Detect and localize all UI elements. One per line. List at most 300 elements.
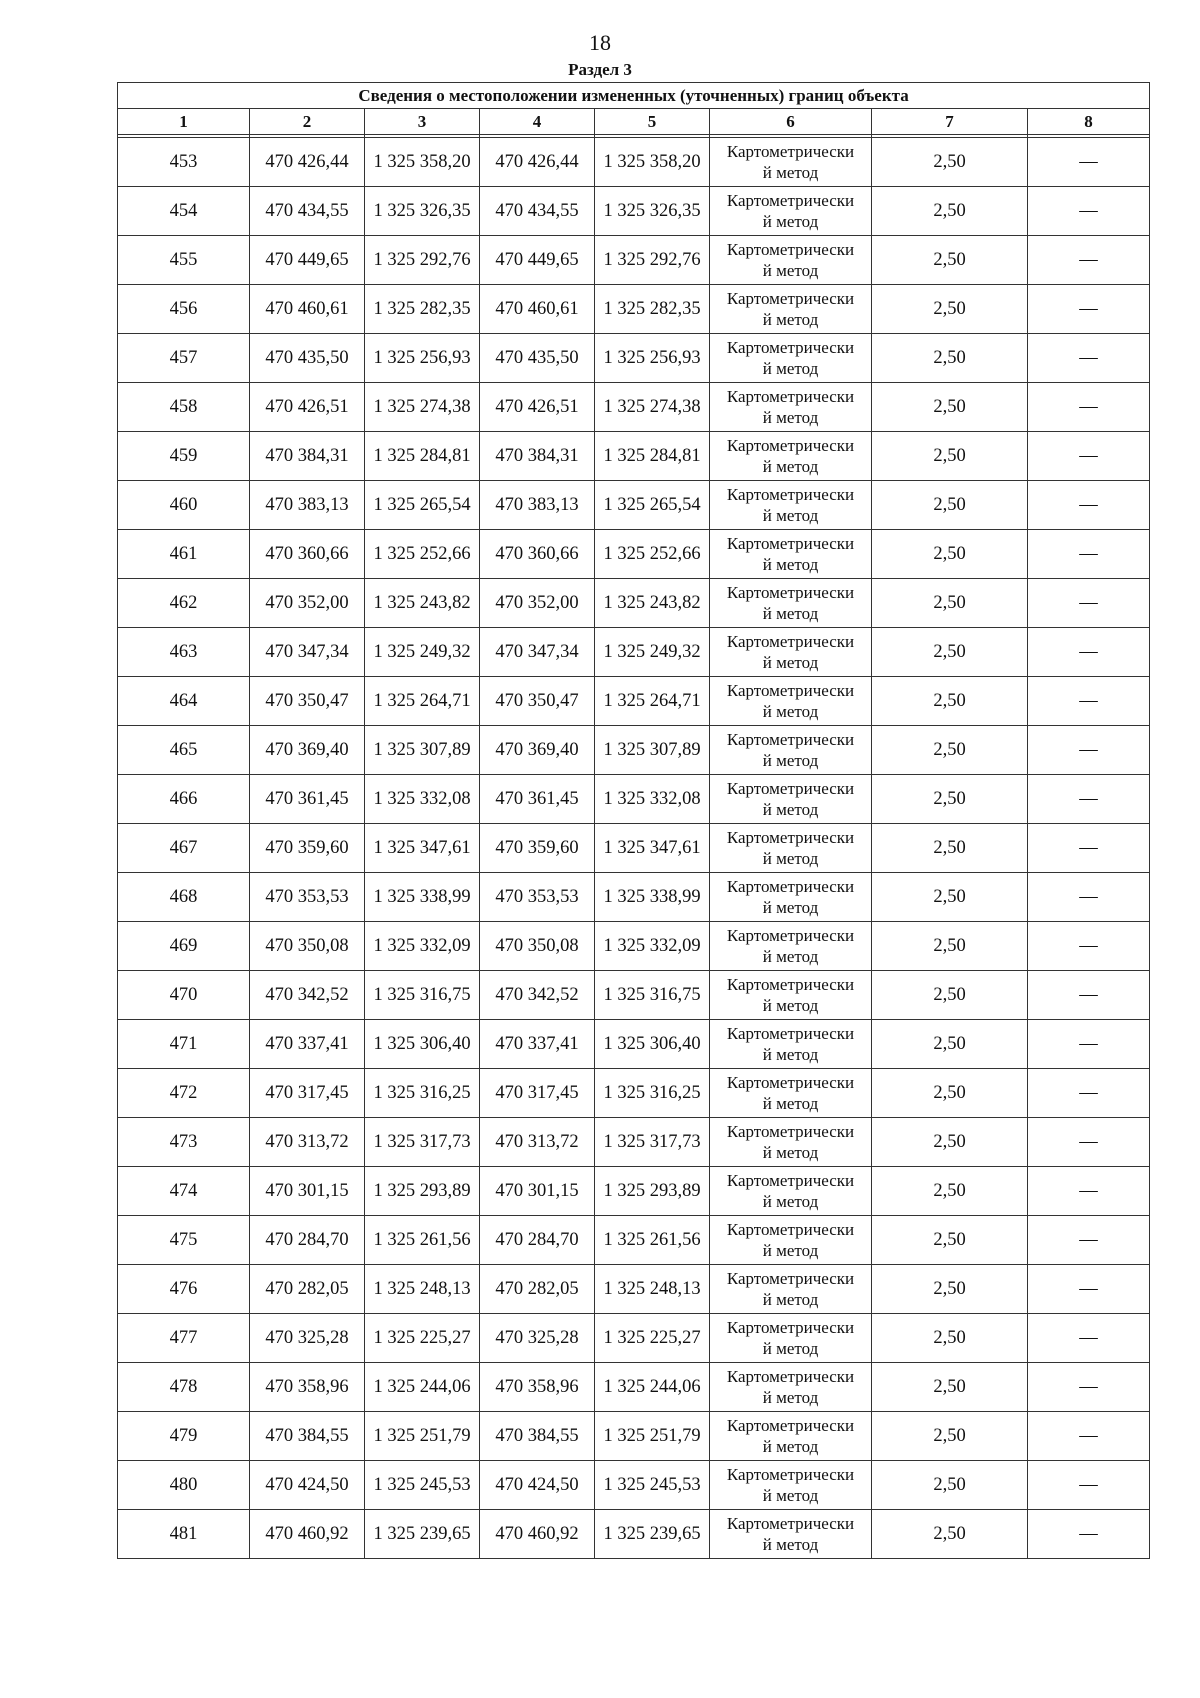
method-cell xyxy=(710,1461,872,1510)
description-cell: — xyxy=(1028,1510,1150,1559)
description-cell: — xyxy=(1028,1363,1150,1412)
new-y-cell: 1 325 245,53 xyxy=(595,1461,710,1510)
existing-y-cell: 1 325 239,65 xyxy=(365,1510,480,1559)
method-line-2: й метод xyxy=(762,1045,819,1064)
method-line-2: й метод xyxy=(762,1486,819,1505)
point-number-cell: 453 xyxy=(118,138,250,187)
table-caption: Сведения о местоположении измененных (уточненных) границ объекта xyxy=(118,83,1150,109)
new-x-cell: 470 301,15 xyxy=(480,1167,595,1216)
point-number-cell: 464 xyxy=(118,677,250,726)
accuracy-cell: 2,50 xyxy=(872,775,1028,824)
accuracy-cell: 2,50 xyxy=(872,187,1028,236)
existing-y-cell: 1 325 265,54 xyxy=(365,481,480,530)
new-x-cell: 470 369,40 xyxy=(480,726,595,775)
description-cell: — xyxy=(1028,726,1150,775)
point-number-cell: 478 xyxy=(118,1363,250,1412)
new-y-cell: 1 325 316,25 xyxy=(595,1069,710,1118)
existing-y-cell: 1 325 332,08 xyxy=(365,775,480,824)
point-number-cell: 463 xyxy=(118,628,250,677)
existing-x-cell: 470 284,70 xyxy=(250,1216,365,1265)
method-cell xyxy=(710,726,872,775)
method-line-2: й метод xyxy=(762,310,819,329)
method-cell xyxy=(710,334,872,383)
accuracy-cell: 2,50 xyxy=(872,824,1028,873)
new-x-cell: 470 284,70 xyxy=(480,1216,595,1265)
method-cell xyxy=(710,1167,872,1216)
existing-x-cell: 470 353,53 xyxy=(250,873,365,922)
existing-y-cell: 1 325 225,27 xyxy=(365,1314,480,1363)
table-row xyxy=(118,726,1150,775)
method-line-1: Картометрически xyxy=(726,1269,855,1288)
existing-y-cell: 1 325 256,93 xyxy=(365,334,480,383)
accuracy-cell: 2,50 xyxy=(872,726,1028,775)
method-line-2: й метод xyxy=(762,1192,819,1211)
existing-y-cell: 1 325 243,82 xyxy=(365,579,480,628)
existing-x-cell: 470 435,50 xyxy=(250,334,365,383)
table-row xyxy=(118,873,1150,922)
new-x-cell: 470 313,72 xyxy=(480,1118,595,1167)
method-cell xyxy=(710,775,872,824)
existing-y-cell: 1 325 293,89 xyxy=(365,1167,480,1216)
accuracy-cell: 2,50 xyxy=(872,1020,1028,1069)
method-cell xyxy=(710,677,872,726)
table-row xyxy=(118,1020,1150,1069)
method-line-2: й метод xyxy=(762,457,819,476)
existing-y-cell: 1 325 264,71 xyxy=(365,677,480,726)
method-cell xyxy=(710,824,872,873)
new-x-cell: 470 360,66 xyxy=(480,530,595,579)
existing-y-cell: 1 325 306,40 xyxy=(365,1020,480,1069)
method-line-2: й метод xyxy=(762,1535,819,1554)
new-y-cell: 1 325 306,40 xyxy=(595,1020,710,1069)
table-row xyxy=(118,236,1150,285)
method-cell xyxy=(710,922,872,971)
new-x-cell: 470 347,34 xyxy=(480,628,595,677)
existing-y-cell: 1 325 261,56 xyxy=(365,1216,480,1265)
existing-y-cell: 1 325 245,53 xyxy=(365,1461,480,1510)
method-line-2: й метод xyxy=(762,1437,819,1456)
accuracy-cell: 2,50 xyxy=(872,873,1028,922)
point-number-cell: 465 xyxy=(118,726,250,775)
existing-y-cell: 1 325 292,76 xyxy=(365,236,480,285)
method-cell xyxy=(710,530,872,579)
method-cell xyxy=(710,236,872,285)
existing-y-cell: 1 325 244,06 xyxy=(365,1363,480,1412)
new-x-cell: 470 384,55 xyxy=(480,1412,595,1461)
method-line-1: Картометрически xyxy=(726,338,855,357)
method-line-1: Картометрически xyxy=(726,387,855,406)
description-cell: — xyxy=(1028,383,1150,432)
new-x-cell: 470 350,08 xyxy=(480,922,595,971)
method-line-1: Картометрически xyxy=(726,289,855,308)
method-cell xyxy=(710,1020,872,1069)
method-cell xyxy=(710,432,872,481)
new-y-cell: 1 325 274,38 xyxy=(595,383,710,432)
description-cell: — xyxy=(1028,432,1150,481)
new-y-cell: 1 325 358,20 xyxy=(595,138,710,187)
new-y-cell: 1 325 244,06 xyxy=(595,1363,710,1412)
accuracy-cell: 2,50 xyxy=(872,1412,1028,1461)
existing-x-cell: 470 384,31 xyxy=(250,432,365,481)
description-cell: — xyxy=(1028,1461,1150,1510)
existing-y-cell: 1 325 316,75 xyxy=(365,971,480,1020)
point-number-cell: 473 xyxy=(118,1118,250,1167)
accuracy-cell: 2,50 xyxy=(872,677,1028,726)
existing-x-cell: 470 313,72 xyxy=(250,1118,365,1167)
point-number-cell: 469 xyxy=(118,922,250,971)
existing-y-cell: 1 325 332,09 xyxy=(365,922,480,971)
accuracy-cell: 2,50 xyxy=(872,1216,1028,1265)
column-number: 8 xyxy=(1028,109,1150,135)
existing-x-cell: 470 460,92 xyxy=(250,1510,365,1559)
table-row xyxy=(118,775,1150,824)
description-cell: — xyxy=(1028,1314,1150,1363)
accuracy-cell: 2,50 xyxy=(872,530,1028,579)
method-line-1: Картометрически xyxy=(726,1220,855,1239)
new-y-cell: 1 325 252,66 xyxy=(595,530,710,579)
new-x-cell: 470 317,45 xyxy=(480,1069,595,1118)
new-x-cell: 470 359,60 xyxy=(480,824,595,873)
method-cell xyxy=(710,285,872,334)
new-y-cell: 1 325 256,93 xyxy=(595,334,710,383)
new-y-cell: 1 325 282,35 xyxy=(595,285,710,334)
description-cell: — xyxy=(1028,138,1150,187)
point-number-cell: 475 xyxy=(118,1216,250,1265)
table-row xyxy=(118,922,1150,971)
accuracy-cell: 2,50 xyxy=(872,1461,1028,1510)
table-row xyxy=(118,1118,1150,1167)
existing-x-cell: 470 369,40 xyxy=(250,726,365,775)
new-x-cell: 470 424,50 xyxy=(480,1461,595,1510)
method-line-2: й метод xyxy=(762,702,819,721)
accuracy-cell: 2,50 xyxy=(872,971,1028,1020)
new-x-cell: 470 361,45 xyxy=(480,775,595,824)
new-x-cell: 470 383,13 xyxy=(480,481,595,530)
existing-x-cell: 470 449,65 xyxy=(250,236,365,285)
table-row xyxy=(118,971,1150,1020)
point-number-cell: 481 xyxy=(118,1510,250,1559)
existing-x-cell: 470 359,60 xyxy=(250,824,365,873)
description-cell: — xyxy=(1028,334,1150,383)
column-number-row xyxy=(118,109,1150,135)
method-cell xyxy=(710,1216,872,1265)
description-cell: — xyxy=(1028,187,1150,236)
existing-x-cell: 470 325,28 xyxy=(250,1314,365,1363)
method-cell xyxy=(710,1412,872,1461)
point-number-cell: 461 xyxy=(118,530,250,579)
point-number-cell: 458 xyxy=(118,383,250,432)
point-number-cell: 459 xyxy=(118,432,250,481)
method-cell xyxy=(710,971,872,1020)
table-row xyxy=(118,579,1150,628)
method-line-2: й метод xyxy=(762,947,819,966)
point-number-cell: 468 xyxy=(118,873,250,922)
table-row xyxy=(118,677,1150,726)
new-y-cell: 1 325 317,73 xyxy=(595,1118,710,1167)
table-row xyxy=(118,1510,1150,1559)
existing-y-cell: 1 325 307,89 xyxy=(365,726,480,775)
existing-y-cell: 1 325 317,73 xyxy=(365,1118,480,1167)
new-x-cell: 470 350,47 xyxy=(480,677,595,726)
existing-x-cell: 470 350,47 xyxy=(250,677,365,726)
existing-y-cell: 1 325 251,79 xyxy=(365,1412,480,1461)
method-line-1: Картометрически xyxy=(726,975,855,994)
existing-x-cell: 470 426,51 xyxy=(250,383,365,432)
method-cell xyxy=(710,1265,872,1314)
new-x-cell: 470 358,96 xyxy=(480,1363,595,1412)
section-title: Раздел 3 xyxy=(568,60,632,79)
existing-x-cell: 470 384,55 xyxy=(250,1412,365,1461)
method-line-1: Картометрически xyxy=(726,1024,855,1043)
new-x-cell: 470 337,41 xyxy=(480,1020,595,1069)
new-y-cell: 1 325 251,79 xyxy=(595,1412,710,1461)
accuracy-cell: 2,50 xyxy=(872,1265,1028,1314)
table-row xyxy=(118,285,1150,334)
new-x-cell: 470 282,05 xyxy=(480,1265,595,1314)
column-number: 2 xyxy=(250,109,365,135)
new-y-cell: 1 325 284,81 xyxy=(595,432,710,481)
point-number-cell: 467 xyxy=(118,824,250,873)
point-number-cell: 455 xyxy=(118,236,250,285)
method-line-2: й метод xyxy=(762,849,819,868)
point-number-cell: 470 xyxy=(118,971,250,1020)
accuracy-cell: 2,50 xyxy=(872,628,1028,677)
new-y-cell: 1 325 243,82 xyxy=(595,579,710,628)
column-number: 6 xyxy=(710,109,872,135)
new-y-cell: 1 325 307,89 xyxy=(595,726,710,775)
point-number-cell: 476 xyxy=(118,1265,250,1314)
table-row xyxy=(118,1069,1150,1118)
point-number-cell: 466 xyxy=(118,775,250,824)
method-line-1: Картометрически xyxy=(726,583,855,602)
new-y-cell: 1 325 261,56 xyxy=(595,1216,710,1265)
method-cell xyxy=(710,1069,872,1118)
method-cell xyxy=(710,138,872,187)
method-cell xyxy=(710,1510,872,1559)
new-x-cell: 470 426,44 xyxy=(480,138,595,187)
point-number-cell: 471 xyxy=(118,1020,250,1069)
method-line-2: й метод xyxy=(762,212,819,231)
new-y-cell: 1 325 332,08 xyxy=(595,775,710,824)
method-line-2: й метод xyxy=(762,898,819,917)
new-y-cell: 1 325 316,75 xyxy=(595,971,710,1020)
point-number-cell: 474 xyxy=(118,1167,250,1216)
description-cell: — xyxy=(1028,1069,1150,1118)
table-row xyxy=(118,138,1150,187)
new-y-cell: 1 325 265,54 xyxy=(595,481,710,530)
existing-x-cell: 470 350,08 xyxy=(250,922,365,971)
accuracy-cell: 2,50 xyxy=(872,334,1028,383)
table-row xyxy=(118,1461,1150,1510)
method-line-2: й метод xyxy=(762,359,819,378)
new-x-cell: 470 460,61 xyxy=(480,285,595,334)
table-row xyxy=(118,432,1150,481)
existing-x-cell: 470 360,66 xyxy=(250,530,365,579)
method-line-2: й метод xyxy=(762,1094,819,1113)
existing-y-cell: 1 325 252,66 xyxy=(365,530,480,579)
accuracy-cell: 2,50 xyxy=(872,1363,1028,1412)
method-line-2: й метод xyxy=(762,653,819,672)
description-cell: — xyxy=(1028,1412,1150,1461)
method-cell xyxy=(710,187,872,236)
table-row xyxy=(118,383,1150,432)
method-line-1: Картометрически xyxy=(726,828,855,847)
new-x-cell: 470 353,53 xyxy=(480,873,595,922)
accuracy-cell: 2,50 xyxy=(872,922,1028,971)
existing-x-cell: 470 460,61 xyxy=(250,285,365,334)
table-row xyxy=(118,1314,1150,1363)
column-number: 4 xyxy=(480,109,595,135)
existing-y-cell: 1 325 338,99 xyxy=(365,873,480,922)
new-y-cell: 1 325 293,89 xyxy=(595,1167,710,1216)
method-line-1: Картометрически xyxy=(726,1514,855,1533)
point-number-cell: 462 xyxy=(118,579,250,628)
table-row xyxy=(118,1265,1150,1314)
description-cell: — xyxy=(1028,775,1150,824)
new-y-cell: 1 325 264,71 xyxy=(595,677,710,726)
new-x-cell: 470 435,50 xyxy=(480,334,595,383)
method-line-1: Картометрически xyxy=(726,1318,855,1337)
method-line-2: й метод xyxy=(762,1290,819,1309)
table-row xyxy=(118,1216,1150,1265)
description-cell: — xyxy=(1028,824,1150,873)
existing-y-cell: 1 325 249,32 xyxy=(365,628,480,677)
accuracy-cell: 2,50 xyxy=(872,285,1028,334)
existing-x-cell: 470 342,52 xyxy=(250,971,365,1020)
accuracy-cell: 2,50 xyxy=(872,1314,1028,1363)
accuracy-cell: 2,50 xyxy=(872,481,1028,530)
method-line-1: Картометрически xyxy=(726,142,855,161)
table-row xyxy=(118,824,1150,873)
method-line-2: й метод xyxy=(762,751,819,770)
existing-x-cell: 470 358,96 xyxy=(250,1363,365,1412)
column-number: 5 xyxy=(595,109,710,135)
method-line-1: Картометрически xyxy=(726,1416,855,1435)
method-line-1: Картометрически xyxy=(726,632,855,651)
description-cell: — xyxy=(1028,628,1150,677)
description-cell: — xyxy=(1028,1216,1150,1265)
existing-y-cell: 1 325 274,38 xyxy=(365,383,480,432)
table-row xyxy=(118,628,1150,677)
new-x-cell: 470 352,00 xyxy=(480,579,595,628)
method-line-1: Картометрически xyxy=(726,485,855,504)
method-line-1: Картометрически xyxy=(726,1171,855,1190)
new-y-cell: 1 325 338,99 xyxy=(595,873,710,922)
description-cell: — xyxy=(1028,873,1150,922)
point-number-cell: 479 xyxy=(118,1412,250,1461)
column-number: 1 xyxy=(118,109,250,135)
method-line-2: й метод xyxy=(762,163,819,182)
point-number-cell: 477 xyxy=(118,1314,250,1363)
new-y-cell: 1 325 292,76 xyxy=(595,236,710,285)
description-cell: — xyxy=(1028,1265,1150,1314)
new-y-cell: 1 325 249,32 xyxy=(595,628,710,677)
method-line-1: Картометрически xyxy=(726,240,855,259)
accuracy-cell: 2,50 xyxy=(872,1510,1028,1559)
description-cell: — xyxy=(1028,971,1150,1020)
method-line-1: Картометрически xyxy=(726,436,855,455)
existing-x-cell: 470 352,00 xyxy=(250,579,365,628)
table-row xyxy=(118,1167,1150,1216)
existing-y-cell: 1 325 347,61 xyxy=(365,824,480,873)
existing-x-cell: 470 317,45 xyxy=(250,1069,365,1118)
description-cell: — xyxy=(1028,236,1150,285)
description-cell: — xyxy=(1028,677,1150,726)
new-y-cell: 1 325 248,13 xyxy=(595,1265,710,1314)
method-line-1: Картометрически xyxy=(726,1465,855,1484)
existing-x-cell: 470 434,55 xyxy=(250,187,365,236)
point-number-cell: 480 xyxy=(118,1461,250,1510)
new-x-cell: 470 384,31 xyxy=(480,432,595,481)
point-number-cell: 457 xyxy=(118,334,250,383)
column-number: 7 xyxy=(872,109,1028,135)
accuracy-cell: 2,50 xyxy=(872,1069,1028,1118)
accuracy-cell: 2,50 xyxy=(872,432,1028,481)
existing-y-cell: 1 325 282,35 xyxy=(365,285,480,334)
method-cell xyxy=(710,1314,872,1363)
existing-x-cell: 470 426,44 xyxy=(250,138,365,187)
description-cell: — xyxy=(1028,530,1150,579)
description-cell: — xyxy=(1028,1020,1150,1069)
description-cell: — xyxy=(1028,481,1150,530)
method-line-2: й метод xyxy=(762,604,819,623)
method-line-1: Картометрически xyxy=(726,730,855,749)
accuracy-cell: 2,50 xyxy=(872,579,1028,628)
method-line-1: Картометрически xyxy=(726,191,855,210)
method-cell xyxy=(710,873,872,922)
description-cell: — xyxy=(1028,1118,1150,1167)
method-line-2: й метод xyxy=(762,555,819,574)
new-x-cell: 470 449,65 xyxy=(480,236,595,285)
accuracy-cell: 2,50 xyxy=(872,1118,1028,1167)
accuracy-cell: 2,50 xyxy=(872,236,1028,285)
method-cell xyxy=(710,1118,872,1167)
method-line-1: Картометрически xyxy=(726,1122,855,1141)
new-x-cell: 470 426,51 xyxy=(480,383,595,432)
accuracy-cell: 2,50 xyxy=(872,1167,1028,1216)
existing-x-cell: 470 347,34 xyxy=(250,628,365,677)
method-cell xyxy=(710,383,872,432)
existing-y-cell: 1 325 326,35 xyxy=(365,187,480,236)
existing-x-cell: 470 301,15 xyxy=(250,1167,365,1216)
point-number-cell: 460 xyxy=(118,481,250,530)
existing-y-cell: 1 325 316,25 xyxy=(365,1069,480,1118)
new-y-cell: 1 325 332,09 xyxy=(595,922,710,971)
new-x-cell: 470 342,52 xyxy=(480,971,595,1020)
column-number: 3 xyxy=(365,109,480,135)
description-cell: — xyxy=(1028,922,1150,971)
description-cell: — xyxy=(1028,285,1150,334)
accuracy-cell: 2,50 xyxy=(872,138,1028,187)
method-line-2: й метод xyxy=(762,1339,819,1358)
existing-x-cell: 470 361,45 xyxy=(250,775,365,824)
method-line-1: Картометрически xyxy=(726,534,855,553)
method-line-2: й метод xyxy=(762,1241,819,1260)
existing-x-cell: 470 383,13 xyxy=(250,481,365,530)
method-line-1: Картометрически xyxy=(726,877,855,896)
existing-y-cell: 1 325 284,81 xyxy=(365,432,480,481)
table-row xyxy=(118,334,1150,383)
description-cell: — xyxy=(1028,579,1150,628)
table-body xyxy=(118,138,1150,1559)
new-x-cell: 470 434,55 xyxy=(480,187,595,236)
point-number-cell: 456 xyxy=(118,285,250,334)
existing-x-cell: 470 424,50 xyxy=(250,1461,365,1510)
method-line-1: Картометрически xyxy=(726,1367,855,1386)
table-row xyxy=(118,481,1150,530)
method-line-2: й метод xyxy=(762,1143,819,1162)
method-cell xyxy=(710,579,872,628)
